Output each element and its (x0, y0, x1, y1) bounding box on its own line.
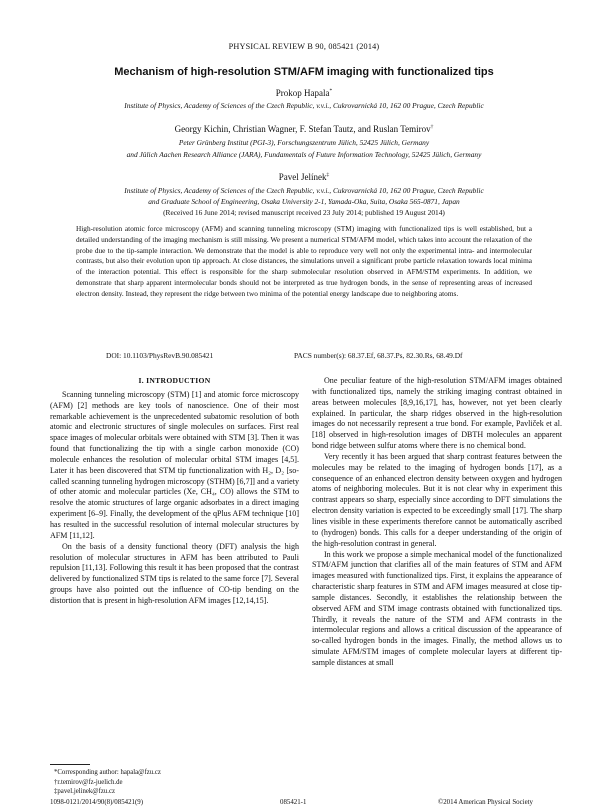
author-mark: * (329, 88, 333, 94)
affiliation-2-line-2: and Jülich Aachen Research Alliance (JARA), Fundamentals of Future Information Technology, 52425 Jülich, Germany (126, 150, 482, 159)
footnotes (54, 768, 161, 797)
footnote-rule (50, 764, 90, 765)
affiliation-3-line-2: and Graduate School of Engineering, Osaka University 2-1, Yamada-Oka, Suita, Osaka 565-0871, Japan (148, 197, 460, 206)
footnote-corresponding: *Corresponding author: hapala@fzu.cz (54, 769, 161, 776)
footnote-email-jelinek: ‡pavel.jelinek@fzu.cz (54, 788, 115, 795)
paper-title: Mechanism of high-resolution STM/AFM imaging with functionalized tips (114, 66, 494, 78)
paragraph: On the basis of a density functional theory (DFT) analysis the high resolution of molecular structures in AFM has been attributed to Pauli repulsion [11,13]. Following this result it has been proposed that the contrast delivered by functionalized STM tips is related to the same force [7]. Several groups have also pointed out the influence of CO-tip bending on the distortion that is present in high-resolution AFM images [12,14,15]. (50, 541, 299, 605)
right-column (312, 376, 562, 669)
journal-header: PHYSICAL REVIEW B 90, 085421 (2014) (228, 42, 380, 51)
author-names: Georgy Kichin, Christian Wagner, F. Stefan Tautz, and Ruslan Temirov (174, 124, 431, 134)
author-names: Prokop Hapala (275, 88, 330, 98)
paragraph: In this work we propose a simple mechanical model of the functionalized STM/AFM junction that clarifies all of the main features of STM and AFM images measured with functionalized tips. First, it explains the appearance of characteristic sharp features in STM and AFM images measured at close tip-sample distances. Secondly, it establishes the relationship between the observed AFM and STM image contrasts obtained with functionalized tips. Thirdly, it reveals the nature of the STM and AFM contrasts in the intermolecular regions and allows a critical discussion of the appearance of so-called hydrogen bonds in the images. Finally, the method allows us to simulate AFM/STM images of complete molecular layers at different tip-sample distances at small (312, 549, 562, 667)
paragraph: Scanning tunneling microscopy (STM) [1] and atomic force microscopy (AFM) [2] methods are key tools of nanoscience. One of their most remarkable achievement is the unprecedented subatomic resolution of both atomic and electronic structures of single molecules on surfaces. First real space images of molecular orbitals were obtained with STM [3]. Then it was found that functionalizing the tip with a single carbon monoxide (CO) molecule enhances the resolution of molecular orbital STM images [4,5]. Later it has been discovered that STM tip functionalization with H₂, D₂ [so-called scanning tunneling hydrogen microscopy (STHM) [6,7]] and a variety of other atomic and molecular particles (Xe, CH₄, CO) allows the STM to resolve the atomic structures of large organic adsorbates in a direct imaging experiment [6–9]. Finally, the development of the qPlus AFM technique [10] has resulted in the successful resolution of internal molecular structures by AFM [11,12]. (50, 389, 299, 540)
section-heading: I. INTRODUCTION (138, 376, 211, 385)
doi-link[interactable]: DOI: 10.1103/PhysRevB.90.085421 (106, 351, 214, 360)
affiliation-3-line-1: Institute of Physics, Academy of Sciences of the Czech Republic, v.v.i., Cukrovarnická 10, 162 00 Prague, Czech Republic (124, 186, 484, 195)
paragraph: Very recently it has been argued that sharp contrast features between the molecules may be related to the imaging of hydrogen bonds [17], as a consequence of an enhanced electron density between oxygen and hydrogen atoms of neighboring molecules. But it is not clear why in experiment this contrast appears so sharp, especially since according to DFT simulations the electron density variation is expected to be exceedingly small [17]. The sharp lines visible in these experiments therefore cannot be automatically ascribed to (hydrogen) bonds. This calls for a deeper understanding of the origin of the high-resolution contrast in general. (312, 451, 562, 548)
author-line-3 (0, 172, 608, 182)
author-line-1 (0, 88, 608, 98)
affiliation-1: Institute of Physics, Academy of Sciences of the Czech Republic, v.v.i., Cukrovarnická 10, 162 00 Prague, Czech Republic (124, 101, 484, 110)
paragraph: One peculiar feature of the high-resolution STM/AFM images obtained with functionalized tips, namely the striking imaging contrast obtained in areas between molecules [8,9,16,17], has, however, not yet been clearly explained. In particular, the sharp ridges observed in the high-resolution images do not necessarily represent a true bond. For example, Pavliček et al. [18] observed in high-resolution images of DBTH molecules an apparent bond ridge between sulfur atoms where there is no chemical bond. (312, 376, 562, 451)
author-mark: † (430, 124, 434, 130)
author-line-2 (0, 124, 608, 134)
left-column (50, 376, 299, 607)
footer-page-number: 085421-1 (280, 799, 307, 806)
footer-copyright: ©2014 American Physical Society (438, 799, 533, 806)
author-names: Pavel Jelínek (278, 172, 327, 182)
footer-issn: 1098-0121/2014/90(8)/085421(9) (50, 799, 144, 806)
footnote-email-temirov: †r.temirov@fz-juelich.de (54, 778, 123, 786)
abstract: High-resolution atomic force microscopy (AFM) and scanning tunneling microscopy (STM) imaging with functionalized tips is well established, but a detailed understanding of the imaging mechanism is still missing. We present a numerical STM/AFM model, which takes into account the relaxation of the probe due to the tip-sample interaction. We demonstrate that the model is able to reproduce very well not only the experimental intra- and intermolecular contrasts, but also their evolution upon tip approach. At close distances, the simulations unveil a significant probe particle relaxation towards local minima of the interaction potential. This effect is responsible for the sharp submolecular resolution observed in AFM/STM experiments. In addition, we demonstrate that sharp apparent intermolecular bonds should not be interpreted as true hydrogen bonds, in the sense of representing areas of increased electron density. Instead, they represent the ridge between two minima of the potential energy landscape due to neighboring atoms. (76, 224, 532, 298)
author-mark: ‡ (326, 172, 330, 178)
affiliation-2-line-1: Peter Grünberg Institut (PGI-3), Forschungszentrum Jülich, 52425 Jülich, Germany (178, 138, 430, 147)
pacs-numbers: PACS number(s): 68.37.Ef, 68.37.Ps, 82.30.Rs, 68.49.Df (294, 351, 463, 360)
received-dates: (Received 16 June 2014; revised manuscript received 23 July 2014; published 19 August 2014) (163, 208, 445, 217)
